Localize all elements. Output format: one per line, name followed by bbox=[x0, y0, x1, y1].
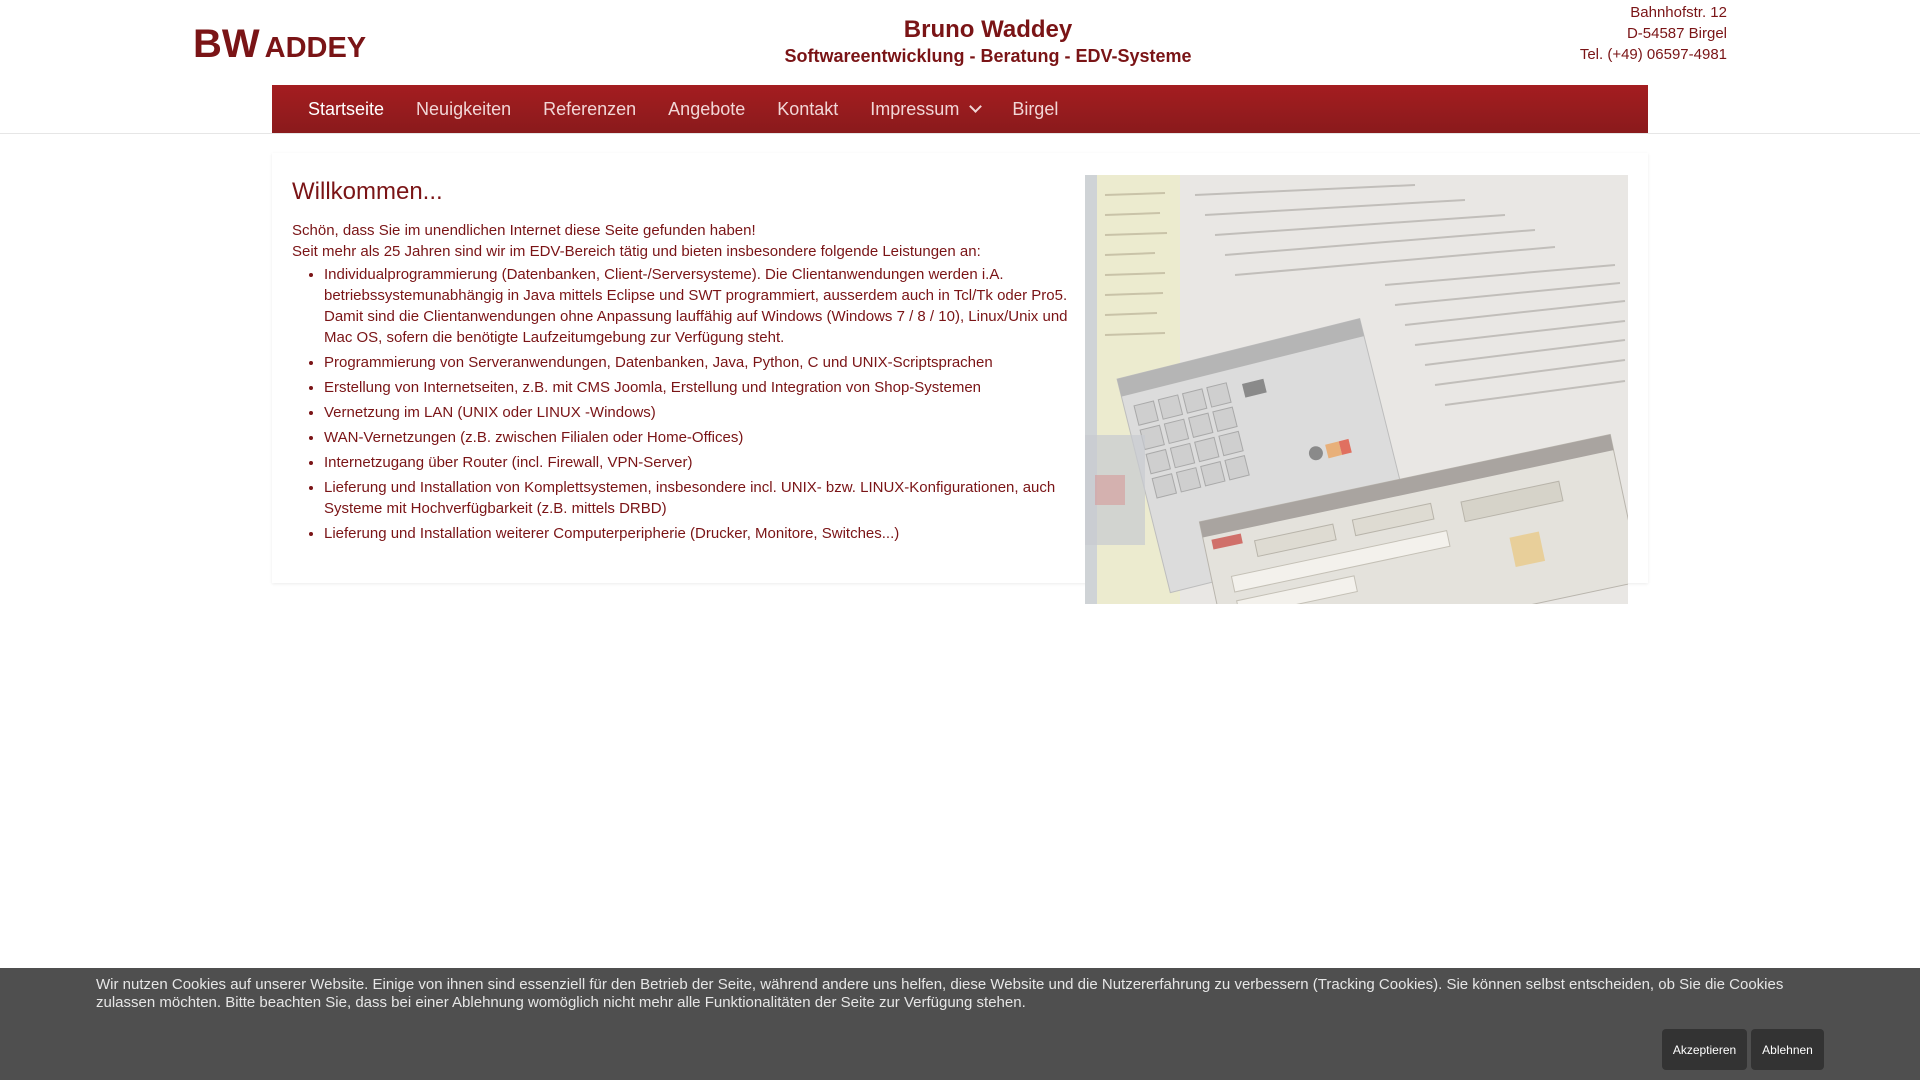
site-tagline: Softwareentwicklung - Beratung - EDV-Systeme bbox=[784, 46, 1192, 66]
list-item: • Vernetzung im LAN (UNIX oder LINUX -Windows) bbox=[324, 402, 1072, 423]
services-list bbox=[324, 264, 1072, 544]
nav-item-startseite[interactable]: Startseite bbox=[308, 98, 385, 119]
site-name: Bruno Waddey bbox=[903, 16, 1073, 43]
nav-item-birgel[interactable]: Birgel bbox=[1012, 98, 1059, 119]
logo-initials: BW bbox=[193, 22, 260, 66]
address-street: Bahnhofstr. 12 bbox=[1630, 4, 1727, 21]
intro-text-2: Seit mehr als 25 Jahren sind wir im EDV-Bereich tätig und bieten insbesondere folgende Leistungen an: bbox=[292, 243, 981, 260]
nav-item-impressum[interactable] bbox=[870, 99, 980, 120]
list-item: • Lieferung und Installation weiterer Computerperipherie (Drucker, Monitore, Switches...) bbox=[324, 523, 1072, 544]
nav-item-impressum-label: Impressum bbox=[870, 98, 960, 119]
list-item: • Lieferung und Installation von Komplettsystemen, insbesondere incl. UNIX- bzw. LINUX-Konfigurationen, auch Systeme mit Hochverfügbarkeit (z.B. mittels DRBD) bbox=[324, 477, 1072, 519]
list-item: • Programmierung von Serveranwendungen, Datenbanken, Java, Python, C und UNIX-Scriptsprachen bbox=[324, 352, 1072, 373]
code-screenshot-illustration bbox=[1085, 175, 1628, 604]
intro-text-1: Schön, dass Sie im unendlichen Internet diese Seite gefunden haben! bbox=[292, 222, 756, 239]
nav-item-kontakt[interactable]: Kontakt bbox=[777, 98, 839, 119]
hero-image bbox=[1085, 175, 1628, 604]
main-content bbox=[292, 178, 1072, 548]
nav-divider bbox=[0, 133, 1920, 134]
list-item: • Erstellung von Internetseiten, z.B. mit CMS Joomla, Erstellung und Integration von Shop-Systemen bbox=[324, 377, 1072, 398]
nav-item-angebote[interactable]: Angebote bbox=[668, 98, 746, 119]
chevron-down-icon bbox=[969, 100, 982, 113]
address-city: D-54587 Birgel bbox=[1626, 25, 1727, 42]
nav-item-referenzen[interactable]: Referenzen bbox=[543, 98, 637, 119]
list-item: • Individualprogrammierung (Datenbanken, Client-/Serversysteme). Die Clientanwendungen werden i.A. betriebssystemunabhängig in Java mittels Eclipse und SWT programmiert, ausserdem auch in Tcl/Tk oder Pro5. Damit sind die Clientanwendungen ohne Anpassung lauffähig auf Windows (Windows 7 / 8 / 10), Linux/Unix und Mac OS, sofern die benötigte Laufzeitumgebung zur Verfügung steht. bbox=[324, 264, 1072, 348]
contact-address bbox=[1580, 2, 1727, 65]
page-title: Willkommen... bbox=[292, 178, 443, 205]
accept-cookies-button[interactable]: Akzeptieren bbox=[1662, 1029, 1747, 1070]
nav-item-neuigkeiten[interactable]: Neuigkeiten bbox=[416, 98, 512, 119]
cookie-banner bbox=[0, 968, 1920, 1080]
main-nav bbox=[272, 85, 1648, 133]
decline-cookies-button[interactable]: Ablehnen bbox=[1751, 1029, 1824, 1070]
address-phone: Tel. (+49) 06597-4981 bbox=[1579, 46, 1727, 63]
cookie-text: Wir nutzen Cookies auf unserer Website. Einige von ihnen sind essenziell für den Betrieb der Seite, während andere uns helfen, diese Website und die Nutzererfahrung zu verbessern (Tracking Cookies). Sie können selbst entscheiden, ob Sie die Cookies zulassen möchten. Bitte beachten Sie, dass bei einer Ablehnung womöglich nicht mehr alle Funktionalitäten der Seite zur Verfügung stehen. bbox=[96, 976, 1784, 1011]
logo-rest: ADDEY bbox=[264, 32, 367, 64]
list-item: • WAN-Vernetzungen (z.B. zwischen Filialen oder Home-Offices) bbox=[324, 427, 1072, 448]
site-header bbox=[0, 0, 1920, 85]
list-item: • Internetzugang über Router (incl. Firewall, VPN-Server) bbox=[324, 452, 1072, 473]
